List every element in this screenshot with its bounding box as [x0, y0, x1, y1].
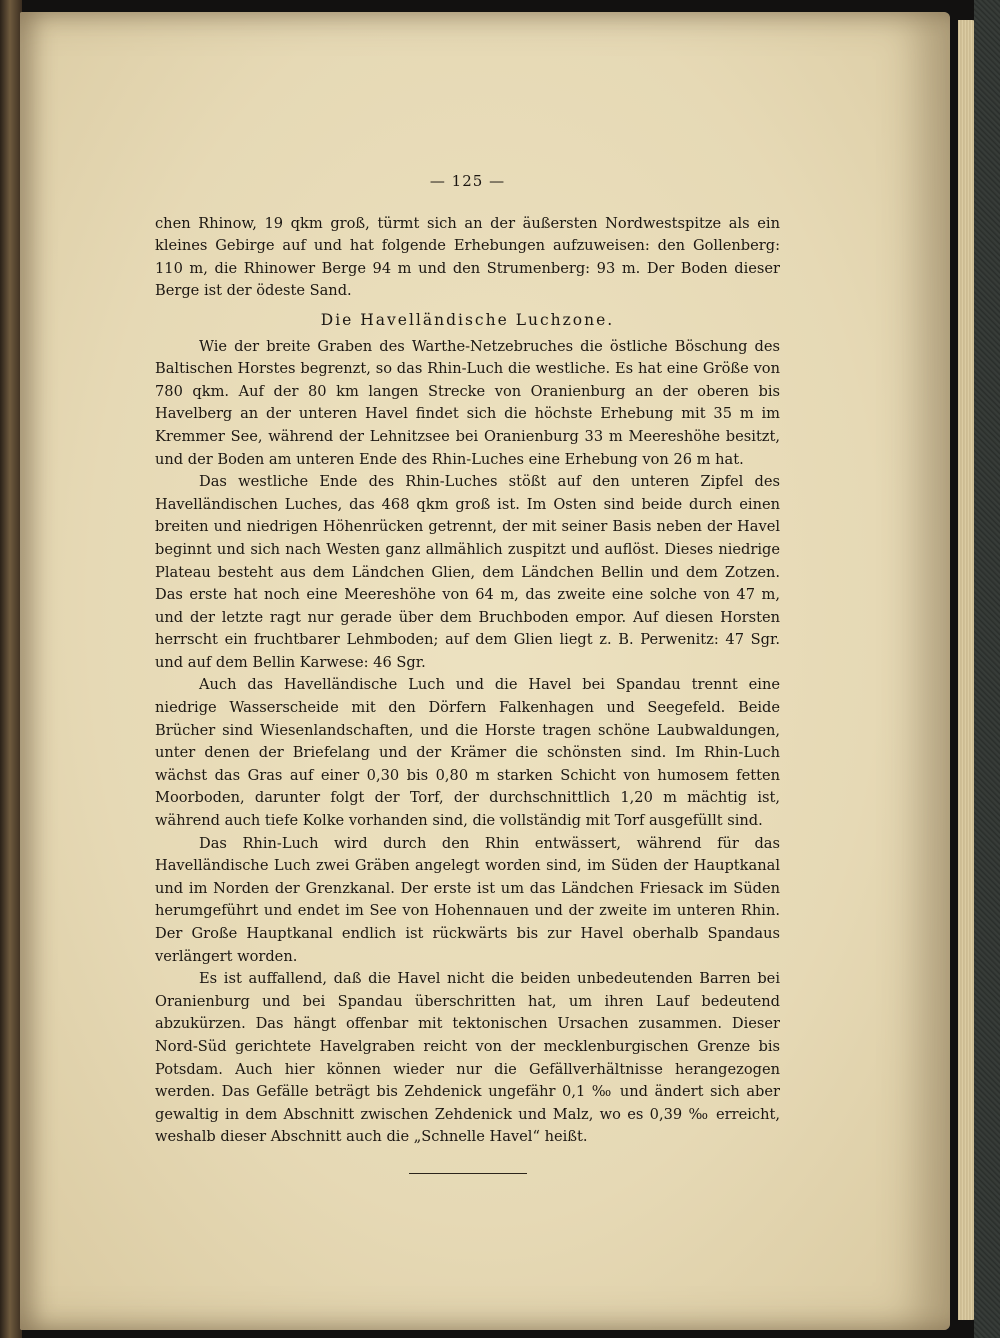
paragraph-entwaesserung: Das Rhin-Luch wird durch den Rhin entwässert, während für das Havelländische Luch zwei Gräben angelegt worden sind, im Süden der Hauptkanal und im Norden der Grenzkanal. Der erste ist um das Ländchen Friesack im Süden herumgeführt und endet im See von Hohennauen und der zweite im unteren Rhin. Der Große Hauptkanal endlich ist rückwärts bis zur Havel oberhalb Spandaus verlängert worden.: [155, 834, 780, 965]
book-cover-edge: [974, 0, 1000, 1338]
paragraph-havellaendisches-luch: Das westliche Ende des Rhin-Luches stößt auf den unteren Zipfel des Havelländischen Luches, das 468 qkm groß ist. Im Osten sind beide durch einen breiten und niedrigen Höhenrücken getrennt, der mit seiner Basis neben der Havel beginnt und sich nach Westen ganz allmählich zuspitzt und auflöst. Dieses niedrige Plateau besteht aus dem Ländchen Glien, dem Ländchen Bellin und dem Zotzen. Das erste hat noch eine Meereshöhe von 64 m, das zweite eine solche von 47 m, und der letzte ragt nur gerade über dem Bruchboden empor. Auf diesen Horsten herrscht ein fruchtbarer Lehmboden; auf dem Glien liegt z. B. Perwenitz: 47 Sgr. und auf dem Bellin Karwese: 46 Sgr.: [155, 473, 780, 671]
paragraph-gefaelle: Es ist auffallend, daß die Havel nicht die beiden unbedeutenden Barren bei Oranienburg und bei Spandau überschritten hat, um ihren Lauf bedeutend abzukürzen. Das hängt offenbar mit tektonischen Ursachen zusammen. Dieser Nord-Süd gerichtete Havelgraben reicht von der mecklenburgischen Grenze bis Potsdam. Auch hier können wieder nur die Gefällverhältnisse herangezogen werden. Das Gefälle beträgt bis Zehdenick ungefähr 0,1 ‰ und ändert sich aber gewaltig in dem Abschnitt zwischen Zehdenick und Malz, wo es 0,39 ‰ erreicht, weshalb dieser Abschnitt auch die „Schnelle Havel“ heißt.: [155, 970, 780, 1146]
paragraph-rhin-luch: Wie der breite Graben des Warthe-Netzebruches die östliche Böschung des Baltischen Horstes begrenzt, so das Rhin-Luch die westliche. Es hat eine Größe von 780 qkm. Auf der 80 km langen Strecke von Oranienburg an der oberen bis Havelberg an der unteren Havel findet sich die höchste Erhebung mit 35 m im Kremmer See, während der Lehnitzsee bei Oranienburg 33 m Meereshöhe besitzt, und der Boden am unteren Ende des Rhin-Luches eine Erhebung von 26 m hat.: [155, 337, 780, 468]
page-content: [155, 170, 780, 1174]
section-heading: Die Havelländische Luchzone.: [320, 310, 615, 329]
paragraph-rhinow: chen Rhinow, 19 qkm groß, türmt sich an der äußersten Nordwestspitze als ein kleines Gebirge auf und hat folgende Erhebungen aufzuweisen: den Gollenberg: 110 m, die Rhinower Berge 94 m und den Strumenberg: 93 m. Der Boden dieser Berge ist der ödeste Sand.: [155, 214, 780, 300]
closing-rule: [409, 1173, 527, 1174]
page-number: — 125 —: [429, 172, 506, 190]
paragraph-wasserscheide: Auch das Havelländische Luch und die Havel bei Spandau trennt eine niedrige Wasserscheide mit den Dörfern Falkenhagen und Seegefeld. Beide Brücher sind Wiesenlandschaften, und die Horste tragen schöne Laubwaldungen, unter denen der Briefelang und der Krämer die schönsten sind. Im Rhin-Luch wächst das Gras auf einer 0,30 bis 0,80 m starken Schicht von humosem fetten Moorboden, darunter folgt der Torf, der durchschnittlich 1,20 m mächtig ist, während auch tiefe Kolke vorhanden sind, die vollständig mit Torf ausgefüllt sind.: [155, 676, 780, 830]
facing-page-edge: [0, 0, 22, 1338]
